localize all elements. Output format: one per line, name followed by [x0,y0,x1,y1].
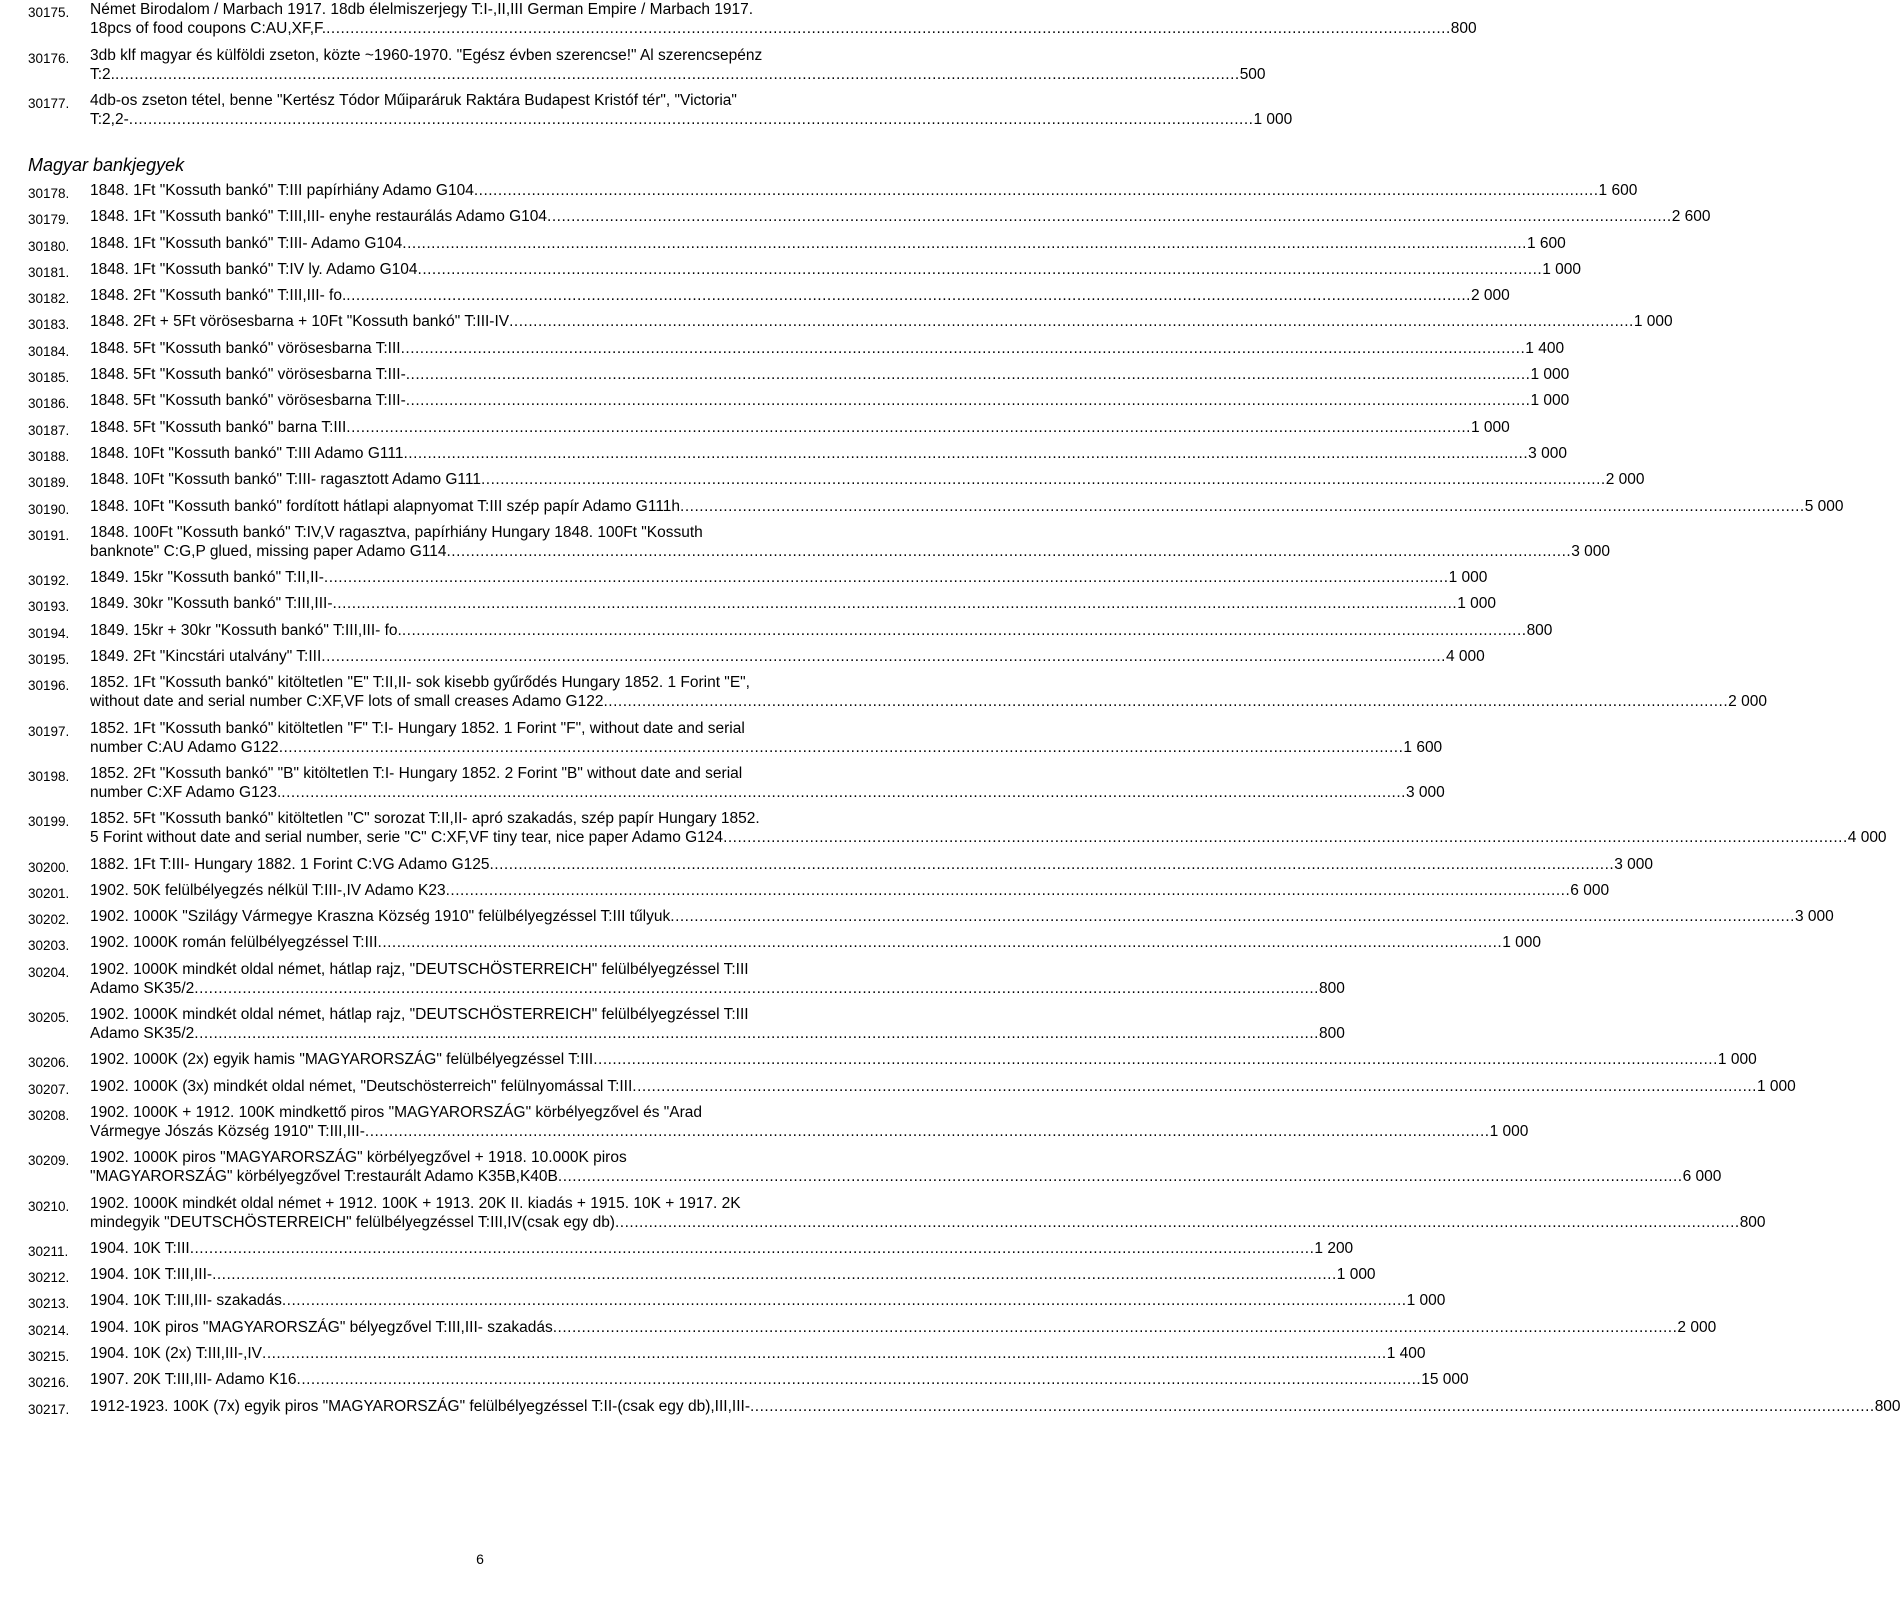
catalog-entry [28,418,1510,438]
lot-number: 30209. [28,1153,70,1169]
entry-description-line [90,391,1570,410]
dot-leader [402,621,1527,640]
dot-leader [446,881,1571,900]
description-text: without date and serial number C:XF,VF lots of small creases Adamo G122 [90,693,604,711]
entry-description-line [90,719,988,738]
entry-description-line [90,1291,1446,1310]
dot-leader [262,1344,1387,1363]
dot-leader [403,444,1528,463]
entry-description-line [90,828,1887,847]
entry-description-line [90,1213,1766,1232]
price: 1 000 [1542,260,1582,278]
catalog-entry [28,960,1345,998]
entry-description-line [90,260,1582,279]
description-text: 1848. 5Ft "Kossuth bankó" vörösesbarna T:III [90,339,401,357]
description-text: 3db klf magyar és külföldi zseton, közte ~1960-1970. "Egész évben szerencse!" Al szerencsepénz [90,46,763,64]
description-text: number C:AU Adamo G122 [90,738,279,756]
entry-description-line [90,312,1673,331]
price: 1 600 [1403,738,1443,756]
lot-number: 30213. [28,1296,70,1312]
dot-leader [321,647,1446,666]
entry-description-line [90,1397,1901,1416]
description-text: 1848. 2Ft "Kossuth bankó" T:III,III- fo. [90,287,347,305]
description-text: 1902. 50K felülbélyegzés nélkül T:III-,IV Adamo K23 [90,881,446,899]
description-text: 1849. 30kr "Kossuth bankó" T:III,III- [90,595,333,613]
lot-number: 30196. [28,678,70,694]
price: 1 600 [1527,234,1566,252]
dot-leader [365,1122,1490,1141]
catalog-entry [28,46,1266,84]
dot-leader [593,1050,1718,1069]
lot-number: 30185. [28,370,70,386]
lot-number: 30211. [28,1243,69,1259]
lot-number: 30215. [28,1348,70,1364]
description-text: 1902. 1000K "Szilágy Vármegye Kraszna Község 1910" felülbélyegzéssel T:III tűlyuk [90,908,671,926]
entry-description-line [90,286,1510,305]
catalog-entry [28,1148,1722,1186]
description-text: 1848. 100Ft "Kossuth bankó" T:IV,V ragasztva, papírhiány Hungary 1848. 100Ft "Kossuth [90,523,703,541]
description-text: banknote" C:G,P glued, missing paper Adamo G114 [90,542,447,560]
catalog-entry [28,260,1582,280]
description-text: 1904. 10K T:III,III- szakadás [90,1292,282,1310]
entry-description-line [90,65,1266,84]
entry-description-line [90,1024,1345,1043]
dot-leader [750,1397,1875,1416]
description-text: 1848. 1Ft "Kossuth bankó" T:III papírhiány Adamo G104 [90,182,474,199]
entry-description-line [90,234,1566,253]
description-text: 1848. 5Ft "Kossuth bankó" barna T:III [90,418,347,436]
catalog-entry [28,339,1565,359]
catalog-entry [28,1194,1766,1232]
lot-number: 30177. [28,96,70,111]
entry-description-line [90,594,1496,613]
entry-description-line [90,1370,1469,1389]
dot-leader [446,542,1571,561]
price: 3 000 [1405,783,1445,801]
catalog-entry [28,523,1610,561]
description-text: 1902. 1000K mindkét oldal német + 1912. 100K + 1913. 20K II. kiadás + 1915. 10K + 1917. 2K [90,1194,741,1212]
description-text: 1902. 1000K (3x) mindkét oldal német, "Deutschösterreich" felülnyomással T:III [90,1077,633,1095]
dot-leader [212,1265,1337,1284]
description-text: 4db-os zseton tétel, benne "Kertész Tódor Műiparáruk Raktára Budapest Kristóf tér", "Victoria" [90,92,737,109]
price: 1 200 [1314,1239,1354,1257]
lot-number: 30190. [28,501,70,517]
description-text: 1848. 10Ft "Kossuth bankó" fordított hátlapi alapnyomat T:III szép papír Adamo G111h [90,497,681,515]
price: 800 [1450,20,1477,37]
catalog-entry [28,1103,1529,1141]
dot-leader [632,1077,1757,1096]
catalog-entry [28,1344,1426,1364]
dot-leader [326,19,1451,38]
catalog-entry [28,391,1570,412]
price: 15 000 [1421,1371,1469,1389]
dot-leader [190,1239,1315,1258]
entry-description-line [90,764,988,783]
entry-description-line [90,91,988,110]
price: 800 [1318,979,1345,997]
catalog-entry [28,647,1485,668]
entry-description-line [90,1148,988,1167]
entry-description-line [90,960,988,979]
lot-number: 30217. [28,1401,70,1417]
entry-description-line [90,1103,988,1122]
price: 800 [1526,621,1553,639]
entry-description-line [90,933,1542,952]
entry-description-line [90,979,1345,998]
catalog-entry [28,1050,1757,1071]
catalog-entry [28,0,1477,38]
catalog-entry [28,181,1638,201]
catalog-entry [28,673,1767,711]
lot-number: 30198. [28,768,70,784]
entry-description-line [90,497,1844,516]
lot-number: 30199. [28,814,70,830]
catalog-entry [28,764,1445,802]
description-text: 1852. 2Ft "Kossuth bankó" "B" kitöltetlen T:I- Hungary 1852. 2 Forint "B" without date and serial [90,764,743,782]
description-text: 1848. 1Ft "Kossuth bankó" T:III,III- enyhe restaurálás Adamo G104 [90,208,548,226]
description-text: 1848. 5Ft "Kossuth bankó" vörösesbarna T:III- [90,392,406,410]
lot-number: 30187. [28,422,70,438]
page-number: 6 [476,1551,484,1567]
catalog-entry [28,1005,1345,1043]
description-text: Vármegye Jószás Község 1910" T:III,III- [90,1122,365,1140]
entry-description-line [90,1050,1757,1069]
lot-number: 30183. [28,317,70,333]
entry-list-top [28,0,1477,137]
dot-leader [115,65,1240,84]
lot-number: 30181. [28,264,70,280]
dot-leader [558,1167,1683,1186]
lot-number: 30204. [28,964,70,980]
dot-leader [723,828,1848,847]
dot-leader [553,1318,1678,1337]
entry-description-line [90,809,988,828]
lot-number: 30216. [28,1375,70,1391]
price: 1 000 [1448,569,1488,587]
dot-leader [282,1291,1407,1310]
entry-description-line [90,207,1711,226]
catalog-entry [28,719,1443,757]
description-text: 1848. 2Ft + 5Ft vörösesbarna + 10Ft "Kossuth bankó" T:III-IV [90,313,510,331]
dot-leader [547,207,1672,226]
catalog-entry [28,907,1834,928]
dot-leader [333,594,1458,613]
catalog-entry [28,1077,1796,1097]
entry-description-line [90,46,988,65]
price: 1 000 [1489,1122,1529,1140]
catalog-entry [28,207,1711,228]
catalog-entry [28,1370,1469,1391]
dot-leader [194,979,1319,998]
catalog-entry [28,234,1566,254]
dot-leader [281,783,1406,802]
dot-leader [489,855,1614,874]
entry-description-line [90,738,1443,757]
dot-leader [474,181,1599,200]
entry-description-line [90,365,1570,384]
description-text: 1882. 1Ft T:III- Hungary 1882. 1 Forint C:VG Adamo G125 [90,855,490,873]
dot-leader [346,418,1471,437]
entry-description-line [90,0,988,19]
price: 1 000 [1336,1266,1376,1284]
lot-number: 30182. [28,291,70,307]
catalog-entry [28,497,1844,517]
description-text: number C:XF Adamo G123. [90,783,282,801]
catalog-entry [28,568,1488,589]
description-text: 1902. 1000K (2x) egyik hamis "MAGYARORSZÁG" felülbélyegzéssel T:III [90,1051,594,1069]
lot-number: 30189. [28,475,70,491]
dot-leader [129,110,1254,129]
entry-description-line [90,621,1553,640]
description-text: 1902. 1000K román felülbélyegzéssel T:III [90,934,378,952]
section-heading: Magyar bankjegyek [28,155,185,175]
entry-description-line [90,181,1638,200]
entry-description-line [90,19,1477,38]
description-text: 1848. 5Ft "Kossuth bankó" vörösesbarna T:III- [90,366,406,384]
dot-leader [402,234,1527,253]
description-text: Német Birodalom / Marbach 1917. 18db élelmiszerjegy T:I-,II,III German Empire / Marbach 1917. [90,1,754,18]
entry-description-line [90,542,1610,561]
description-text: 5 Forint without date and serial number, serie "C" C:XF,VF tiny tear, nice paper Adamo G124 [90,829,724,847]
dot-leader [194,1024,1319,1043]
lot-number: 30205. [28,1010,70,1026]
price: 1 400 [1525,339,1565,357]
lot-number: 30195. [28,652,70,668]
lot-number: 30179. [28,212,70,228]
description-text: 1849. 15kr + 30kr "Kossuth bankó" T:III,III- fo. [90,621,402,639]
entry-description-line [90,783,1445,802]
price: 1 000 [1253,111,1293,128]
entry-description-line [90,1122,1529,1141]
price: 5 000 [1804,497,1844,515]
description-text: 1912-1923. 100K (7x) egyik piros "MAGYARORSZÁG" felülbélyegzéssel T:II-(csak egy db),III,III- [90,1397,750,1415]
price: 800 [1739,1213,1766,1231]
catalog-entry [28,470,1645,491]
dot-leader [324,568,1449,587]
description-text: 1849. 15kr "Kossuth bankó" T:II,II- [90,569,324,587]
price: 3 000 [1614,855,1653,873]
price: 6 000 [1682,1168,1722,1186]
lot-number: 30186. [28,396,70,412]
description-text: T:2. [90,65,115,83]
price: 6 000 [1570,881,1610,899]
lot-number: 30214. [28,1322,70,1338]
entry-description-line [90,1265,1376,1284]
dot-leader [680,497,1805,516]
entry-description-line [90,418,1510,437]
catalog-entry [28,1318,1717,1338]
dot-leader [297,1370,1422,1389]
description-text: 1848. 10Ft "Kossuth bankó" T:III Adamo G111 [90,444,404,462]
description-text: 1849. 2Ft "Kincstári utalvány" T:III [90,648,322,666]
price: 1 000 [1406,1292,1446,1310]
entry-description-line [90,444,1567,463]
lot-number: 30207. [28,1081,70,1097]
catalog-entry [28,933,1542,954]
entry-description-line [90,339,1565,358]
catalog-entry [28,1265,1376,1286]
catalog-entry [28,1291,1446,1312]
catalog-entry [28,621,1553,641]
description-text: "MAGYARORSZÁG" körbélyegzővel T:restaurált Adamo K35B,K40B [90,1168,558,1186]
lot-number: 30203. [28,938,70,954]
lot-number: 30178. [28,186,70,201]
price: 1 000 [1757,1077,1796,1095]
price: 3 000 [1794,908,1834,926]
lot-number: 30184. [28,343,70,359]
lot-number: 30212. [28,1270,70,1286]
description-text: 1904. 10K T:III [90,1239,190,1257]
lot-number: 30176. [28,50,70,66]
lot-number: 30188. [28,448,70,464]
dot-leader [509,312,1634,331]
entry-description-line [90,1005,988,1024]
description-text: 1907. 20K T:III,III- Adamo K16 [90,1371,297,1389]
price: 2 000 [1728,693,1767,711]
lot-number: 30201. [28,885,70,901]
catalog-entry [28,91,1293,129]
dot-leader [401,339,1526,358]
description-text: 1852. 1Ft "Kossuth bankó" kitöltetlen "E" T:II,II- sok kisebb gyűrődés Hungary 1852. 1 Forint "E", [90,674,750,692]
dot-leader [418,260,1543,279]
description-text: T:2,2- [90,111,129,128]
dot-leader [615,1213,1740,1232]
dot-leader [378,933,1503,952]
description-text: 18pcs of food coupons C:AU,XF,F. [90,20,327,37]
entry-description-line [90,1194,988,1213]
dot-leader [406,391,1531,410]
lot-number: 30206. [28,1055,70,1071]
catalog-entry [28,286,1510,307]
lot-number: 30175. [28,5,70,20]
dot-leader [481,470,1606,489]
entry-description-line [90,1077,1796,1096]
price: 4 000 [1445,648,1485,666]
description-text: 1902. 1000K mindkét oldal német, hátlap rajz, "DEUTSCHÖSTERREICH" felülbélyegzéssel T:III [90,960,749,978]
price: 1 600 [1598,182,1638,199]
price: 1 400 [1386,1344,1426,1362]
lot-number: 30191. [28,527,70,543]
catalog-entry [28,444,1567,464]
lot-number: 30202. [28,912,70,928]
price: 1 000 [1471,418,1510,436]
price: 2 000 [1677,1318,1717,1336]
catalog-entry [28,809,1887,847]
price: 500 [1239,65,1266,83]
price: 3 000 [1528,444,1567,462]
description-text: Adamo SK35/2 [90,1025,195,1043]
catalog-entry [28,1397,1901,1417]
price: 1 000 [1457,595,1496,613]
description-text: 1848. 10Ft "Kossuth bankó" T:III- ragasztott Adamo G111 [90,471,481,489]
description-text: 1848. 1Ft "Kossuth bankó" T:III- Adamo G104 [90,234,403,252]
lot-number: 30194. [28,625,70,641]
catalog-entry [28,855,1653,875]
description-text: 1904. 10K (2x) T:III,III-,IV [90,1344,263,1362]
dot-leader [670,907,1795,926]
description-text: 1902. 1000K piros "MAGYARORSZÁG" körbélyegzővel + 1918. 10.000K piros [90,1149,627,1167]
entry-description-line [90,881,1610,900]
description-text: 1904. 10K T:III,III- [90,1266,213,1284]
description-text: 1902. 1000K + 1912. 100K mindkettő piros "MAGYARORSZÁG" körbélyegzővel és "Arad [90,1103,702,1121]
entry-description-line [90,1239,1354,1258]
price: 800 [1318,1025,1345,1043]
price: 1 000 [1530,392,1570,410]
price: 1 000 [1530,366,1570,384]
entry-description-line [90,1167,1722,1186]
entry-list [28,181,1901,1423]
description-text: 1852. 5Ft "Kossuth bankó" kitöltetlen "C" sorozat T:II,II- apró szakadás, szép papír Hungary 1852. [90,810,760,828]
dot-leader [406,365,1531,384]
entry-description-line [90,1344,1426,1363]
description-text: mindegyik "DEUTSCHÖSTERREICH" felülbélyegzéssel T:III,IV(csak egy db) [90,1213,615,1231]
catalog-entry [28,365,1570,386]
description-text: 1848. 1Ft "Kossuth bankó" T:IV ly. Adamo G104 [90,260,418,278]
entry-description-line [90,907,1834,926]
price: 800 [1874,1397,1901,1415]
entry-description-line [90,647,1485,666]
lot-number: 30208. [28,1107,70,1123]
catalog-entry [28,1239,1354,1259]
lot-number: 30193. [28,599,70,615]
lot-number: 30192. [28,573,70,589]
price: 1 000 [1633,313,1673,331]
price: 2 000 [1470,287,1510,305]
price: 1 000 [1717,1051,1757,1069]
description-text: 1852. 1Ft "Kossuth bankó" kitöltetlen "F" T:I- Hungary 1852. 1 Forint "F", without date and serial [90,719,745,737]
dot-leader [279,738,1404,757]
catalog-entry [28,594,1496,615]
description-text: 1904. 10K piros "MAGYARORSZÁG" bélyegzővel T:III,III- szakadás [90,1318,553,1336]
entry-description-line [90,673,988,692]
entry-description-line [90,568,1488,587]
entry-description-line [90,470,1645,489]
price: 2 600 [1671,208,1711,226]
entry-description-line [90,523,988,542]
price: 3 000 [1571,542,1610,560]
lot-number: 30197. [28,723,70,739]
dot-leader [603,692,1728,711]
price: 1 000 [1502,934,1542,952]
entry-description-line [90,1318,1717,1337]
catalog-entry [28,881,1610,901]
price: 2 000 [1605,471,1645,489]
entry-description-line [90,855,1653,874]
entry-description-line [90,692,1767,711]
dot-leader [346,286,1471,305]
lot-number: 30200. [28,859,70,875]
lot-number: 30210. [28,1198,70,1214]
price: 4 000 [1847,829,1887,847]
catalog-entry [28,312,1673,333]
lot-number: 30180. [28,238,70,254]
description-text: 1902. 1000K mindkét oldal német, hátlap rajz, "DEUTSCHÖSTERREICH" felülbélyegzéssel T:III [90,1006,749,1024]
description-text: Adamo SK35/2 [90,979,195,997]
entry-description-line [90,110,1293,129]
